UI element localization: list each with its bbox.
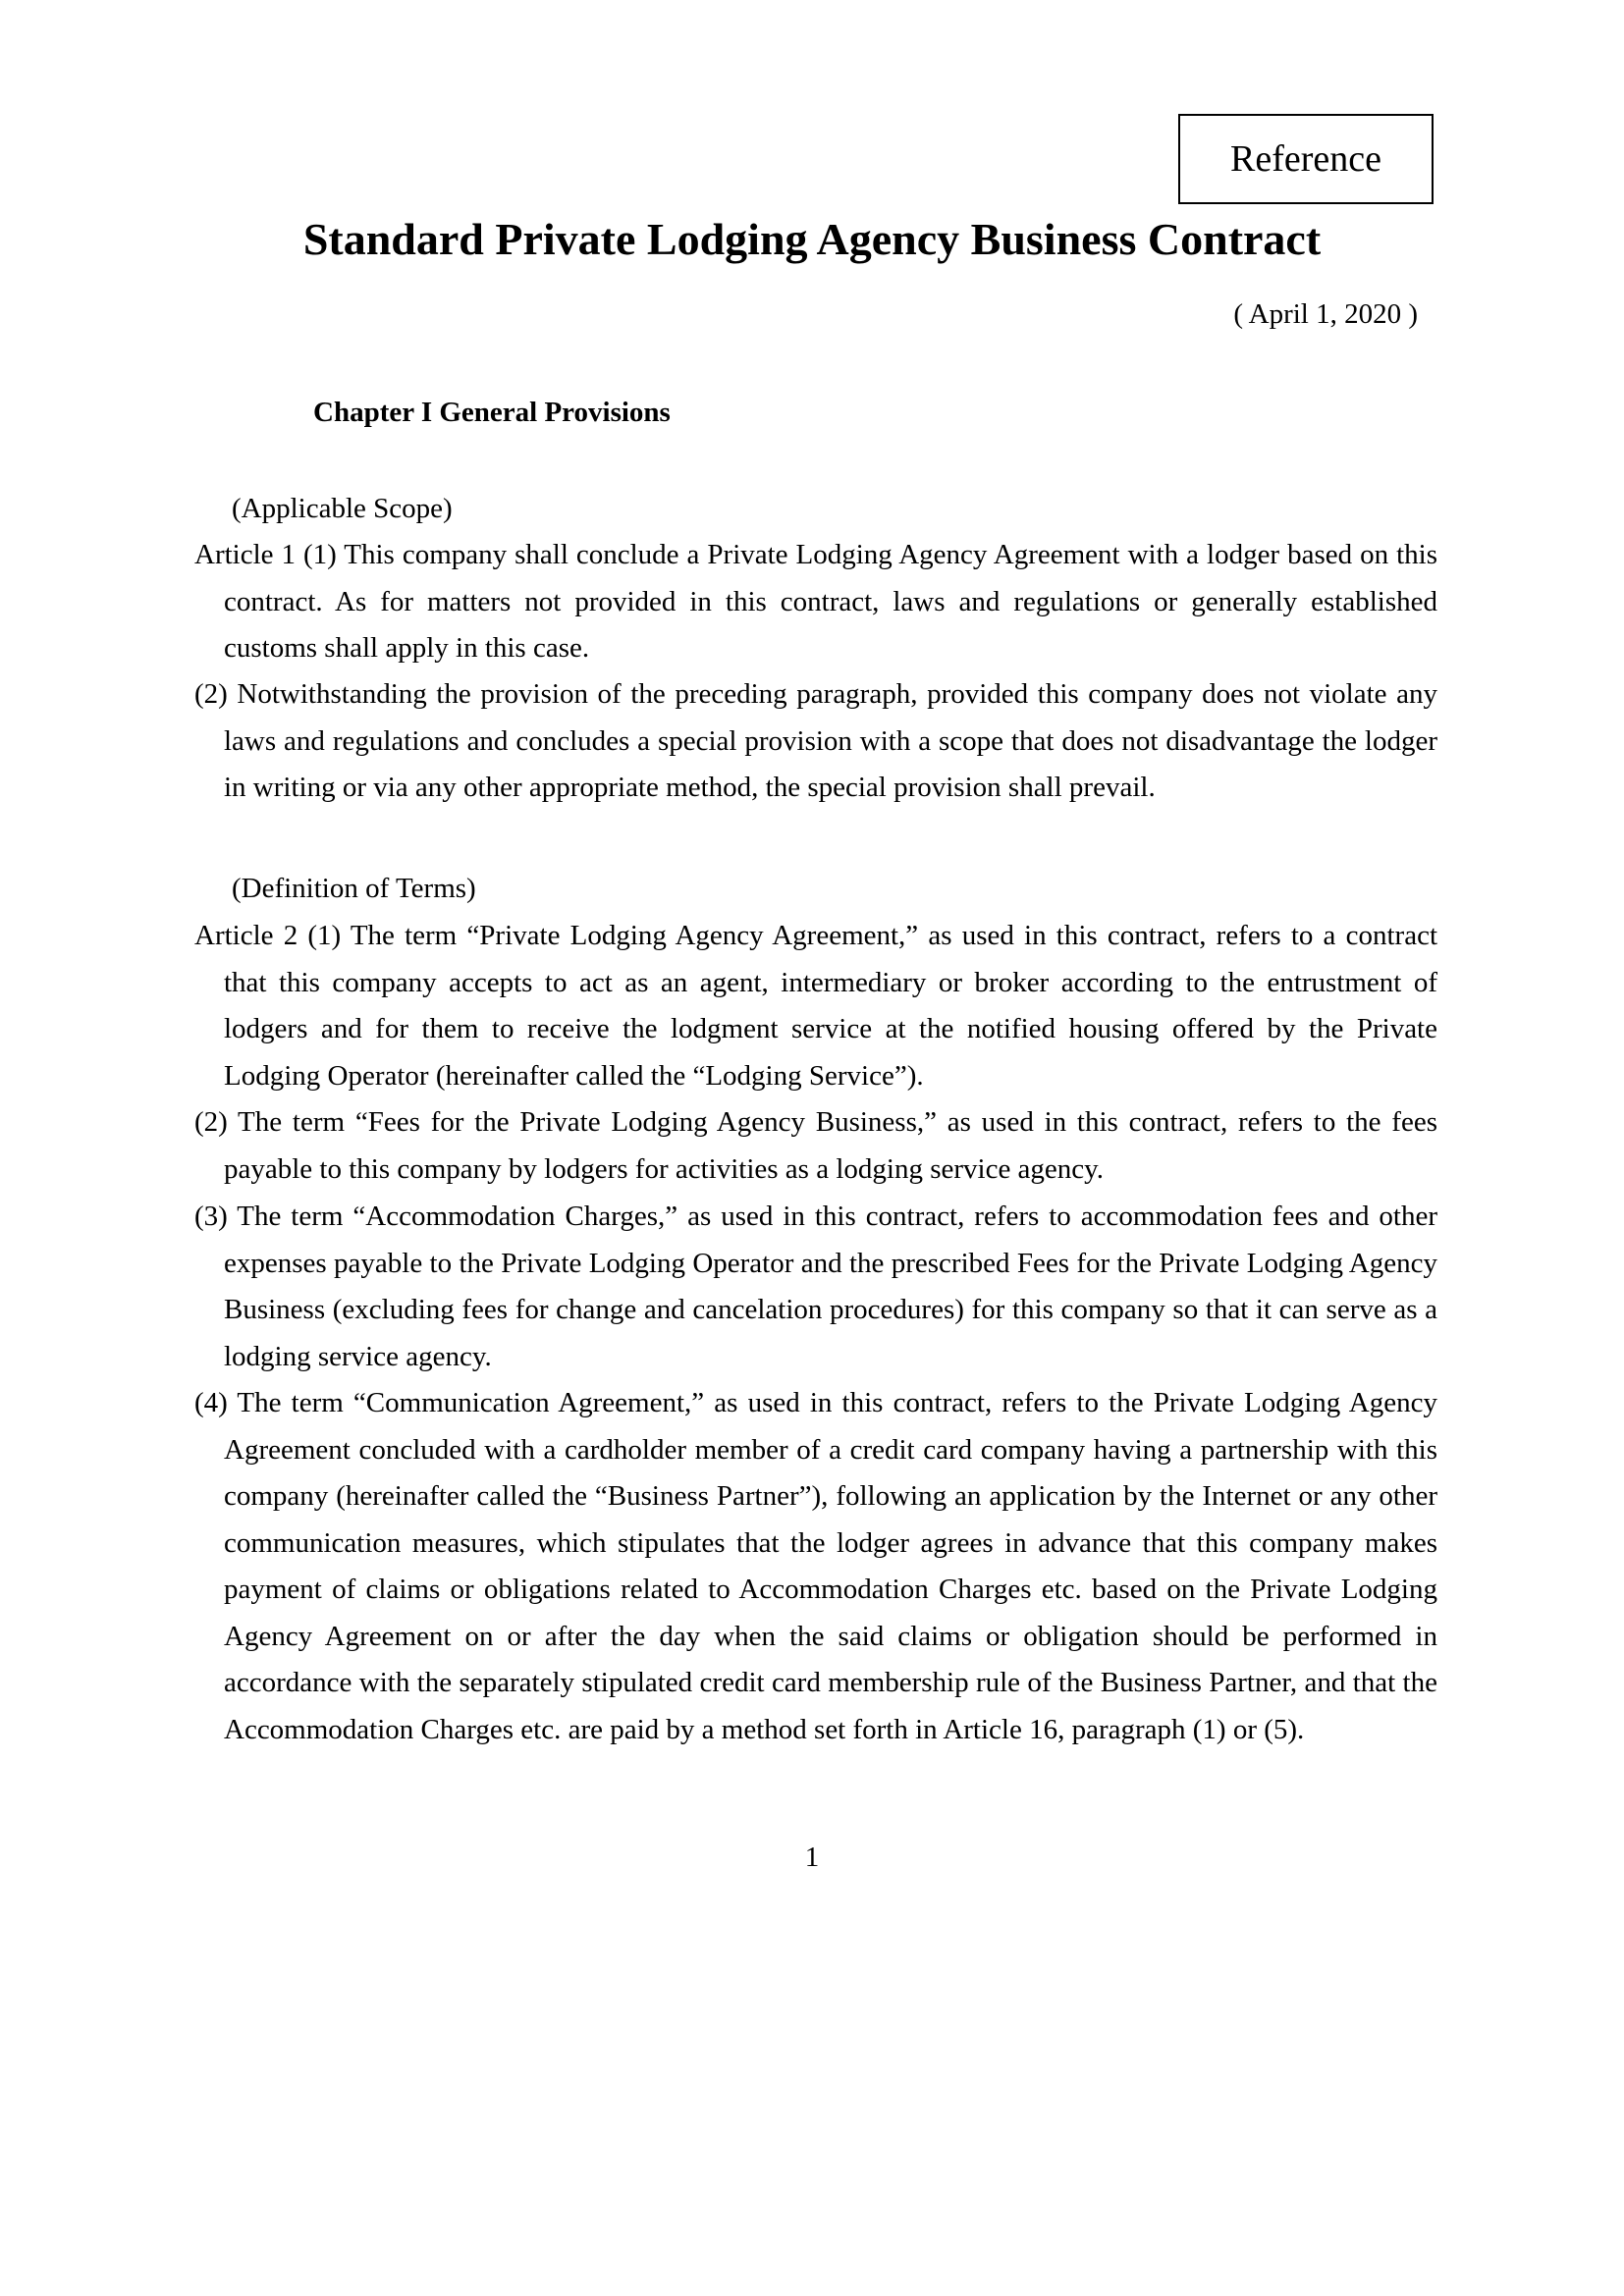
article-1-paragraph-1: Article 1 (1) This company shall conclude a Private Lodging Agency Agreement with a lodger based on this contract. As for matters not provided in this contract, laws and regulations or generally established customs shall apply in this case. [194, 539, 1437, 664]
article-1-paragraph-2: (2) Notwithstanding the provision of the preceding paragraph, provided this company does not violate any laws and regulations and concludes a special provision with a scope that does not disadvantage the lodger in writing or via any other appropriate method, the special provision shall prevail. [194, 678, 1437, 803]
article-2-paragraph-3: (3) The term “Accommodation Charges,” as used in this contract, refers to accommodation fees and other expenses payable to the Private Lodging Operator and the prescribed Fees for the Private Lodging Agency Business (excluding fees for change and cancelation procedures) for this company so that it can serve as a lodging service agency. [194, 1201, 1437, 1372]
reference-label: Reference [1178, 114, 1434, 204]
article-2-paragraph-1: Article 2 (1) The term “Private Lodging Agency Agreement,” as used in this contract, refers to a contract that this company accepts to act as an agent, intermediary or broker according to the entrustment of lodgers and for them to receive the lodgment service at the notified housing offered by the Private Lodging Operator (hereinafter called the “Lodging Service”). [194, 920, 1437, 1092]
section-heading-definition-of-terms: (Definition of Terms) [232, 873, 476, 904]
page-number: 1 [804, 1842, 820, 1873]
article-2-paragraph-2: (2) The term “Fees for the Private Lodging Agency Business,” as used in this contract, refers to the fees payable to this company by lodgers for activities as a lodging service agency. [194, 1106, 1437, 1185]
chapter-heading: Chapter I General Provisions [313, 397, 671, 428]
document-title: Standard Private Lodging Agency Business Contract [302, 214, 1322, 264]
article-2-paragraph-4: (4) The term “Communication Agreement,” as used in this contract, refers to the Private Lodging Agency Agreement concluded with a cardholder member of a credit card company having a partnership with this company (hereinafter called the “Business Partner”), following an application by the Internet or any other communication measures, which stipulates that the lodger agrees in advance that this company makes payment of claims or obligations related to Accommodation Charges etc. based on the Private Lodging Agency Agreement on or after the day when the said claims or obligation should be performed in accordance with the separately stipulated credit card membership rule of the Business Partner, and that the Accommodation Charges etc. are paid by a method set forth in Article 16, paragraph (1) or (5). [194, 1387, 1437, 1745]
section-heading-applicable-scope: (Applicable Scope) [232, 493, 453, 524]
document-date: ( April 1, 2020 ) [1233, 298, 1418, 330]
